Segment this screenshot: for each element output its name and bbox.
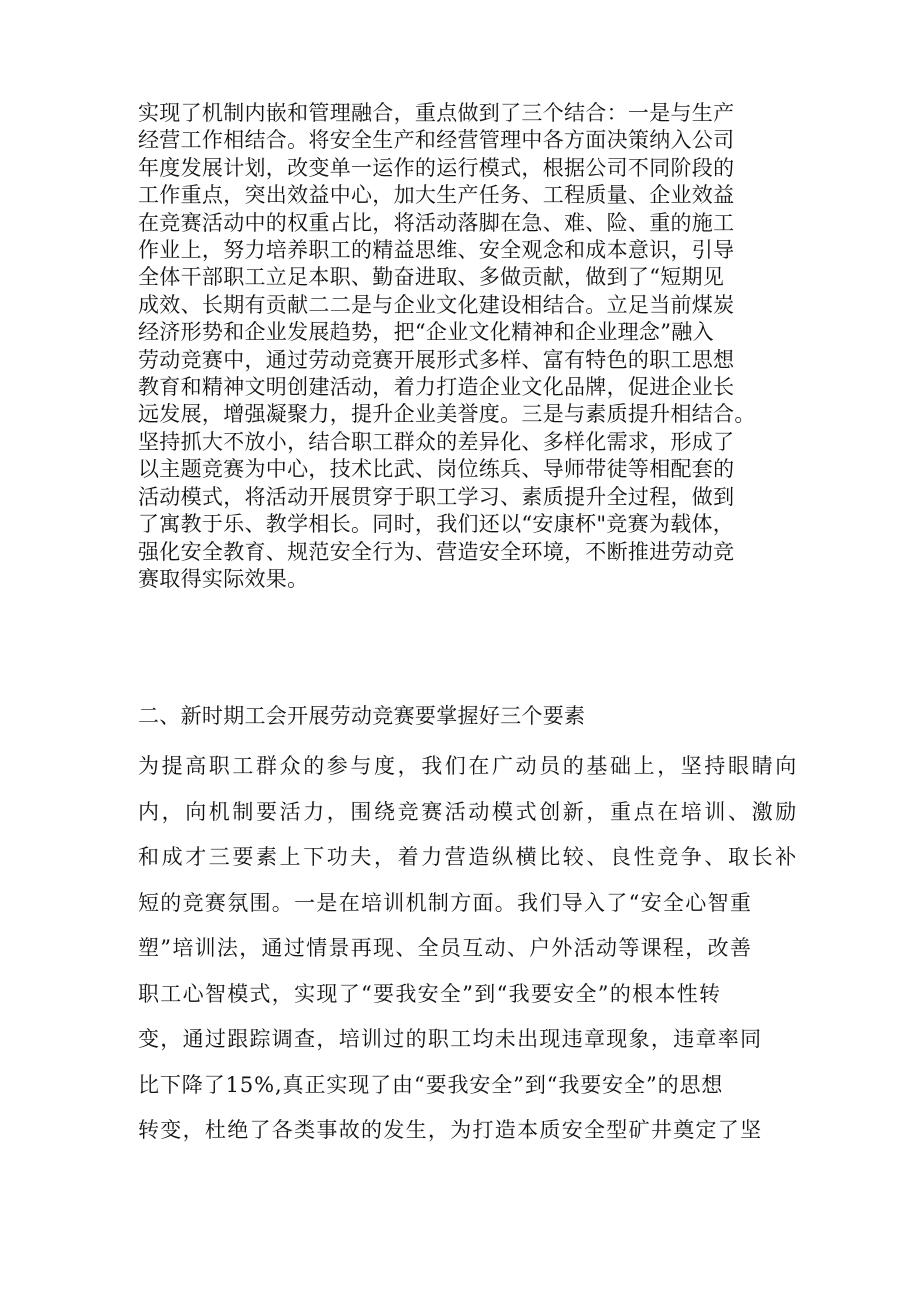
text-line: 劳动竞赛中，通过劳动竞赛开展形式多样、富有特色的职工思想 (138, 347, 735, 372)
text-line: 在竞赛活动中的权重占比，将活动落脚在急、难、险、重的施工 (138, 210, 735, 235)
text-line: 经营工作相结合。将安全生产和经营管理中各方面决策纳入公司 (138, 128, 735, 153)
text-line: 短的竞赛氛围。一是在培训机制方面。我们导入了“安全心智重 (138, 890, 753, 915)
text-line: 经济形势和企业发展趋势，把“企业文化精神和企业理念”融入 (138, 320, 714, 345)
text-line: 工作重点，突出效益中心，加大生产任务、工程质量、企业效益 (138, 183, 735, 208)
text-line: 和成才三要素上下功夫，着力营造纵横比较、良性竞争、取长补 (138, 845, 799, 869)
text-line: 为提高职工群众的参与度，我们在广动员的基础上，坚持眼睛向 (138, 754, 799, 778)
text-line: 坚持抓大不放小，结合职工群众的差异化、多样化需求，形成了 (138, 429, 735, 454)
text-line: 远发展，增强凝聚力，提升企业美誉度。三是与素质提升相结合。 (138, 402, 756, 427)
text-line: 内，向机制要活力，围绕竞赛活动模式创新，重点在培训、激励 (138, 799, 799, 824)
text-line: 强化安全教育、规范安全行为、营造安全环境，不断推进劳动竞 (138, 539, 735, 564)
text-line: 转变，杜绝了各类事故的发生，为打造本质安全型矿井奠定了坚 (138, 1118, 763, 1142)
text-line: 成效、长期有贡献二二是与企业文化建设相结合。立足当前煤炭 (138, 292, 735, 317)
body-paragraph-2 (138, 744, 838, 1154)
text-line: 年度发展计划，改变单一运作的运行模式，根据公司不同阶段的 (138, 155, 735, 180)
text-line: 塑”培训法，通过情景再现、全员互动、户外活动等课程，改善 (138, 936, 753, 960)
text-line: 活动模式，将活动开展贯穿于职工学习、素质提升全过程，做到 (138, 484, 735, 509)
text-line: 以主题竞赛为中心，技术比武、岗位练兵、导师带徒等相配套的 (138, 457, 735, 482)
text-line: 变，通过跟踪调查，培训过的职工均未出现违章现象，违章率同 (138, 1027, 763, 1051)
text-line: 了寓教于乐、教学相长。同时，我们还以“安康杯"竞赛为载体， (138, 512, 735, 537)
text-line: 全体干部职工立足本职、勤奋进取、多做贡献，做到了“短期见 (138, 265, 725, 290)
text-line: 比下降了15%,真正实现了由“要我安全”到“我要安全”的思想 (138, 1072, 724, 1097)
body-paragraph-1 (138, 100, 838, 593)
text-line: 实现了机制内嵌和管理融合，重点做到了三个结合：一是与生产 (138, 101, 735, 125)
section-heading: 二、新时期工会开展劳动竞赛要掌握好三个要素 (138, 704, 586, 728)
text-line: 教育和精神文明创建活动，着力打造企业文化品牌，促进企业长 (138, 375, 735, 400)
text-line: 职工心智模式，实现了“要我安全”到“我要安全”的根本性转 (138, 981, 722, 1006)
text-line: 作业上，努力培养职工的精益思维、安全观念和成本意识，引导 (138, 238, 735, 263)
text-line: 赛取得实际效果。 (138, 566, 309, 591)
